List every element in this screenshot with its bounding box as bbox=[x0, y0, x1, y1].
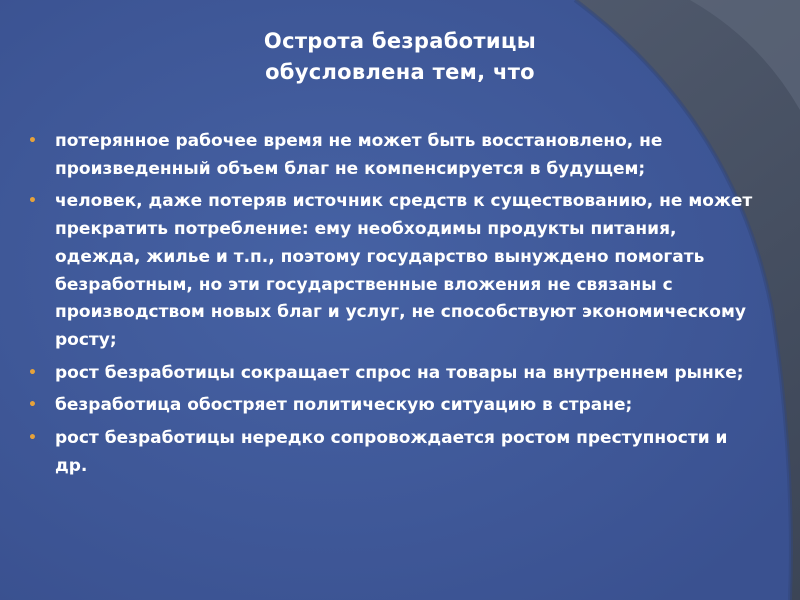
slide-title bbox=[100, 26, 700, 88]
bullet-text: безработица обостряет политическую ситуацию в стране; bbox=[55, 395, 633, 416]
bullet-item bbox=[28, 392, 758, 420]
bullet-text: потерянное рабочее время не может быть восстановлено, не произведенный объем благ не компенсируется в будущем; bbox=[55, 131, 663, 179]
bullet-item bbox=[28, 128, 758, 183]
title-line-1: Острота безработицы bbox=[263, 29, 537, 53]
bullet-item bbox=[28, 188, 758, 354]
bullet-dot-icon: • bbox=[28, 397, 37, 414]
bullet-text: человек, даже потеряв источник средств к существованию, не может прекратить потребление: ему необходимы продукты питания, одежда, жилье и т.п., поэтому государство вынуждено помогать безработным, но эти государственные вложения не связаны с производством новых благ и услуг, не способствуют экономическому росту; bbox=[55, 191, 753, 350]
title-line-2: обусловлена тем, что bbox=[265, 60, 535, 84]
bullet-dot-icon: • bbox=[28, 193, 37, 210]
bullet-text: рост безработицы сокращает спрос на товары на внутреннем рынке; bbox=[55, 362, 744, 383]
bullet-list bbox=[28, 128, 758, 485]
bullet-text: рост безработицы нередко сопровождается ростом преступности и др. bbox=[55, 428, 728, 476]
bullet-dot-icon: • bbox=[28, 364, 37, 381]
bullet-dot-icon: • bbox=[28, 133, 37, 149]
bullet-item bbox=[28, 425, 758, 480]
bullet-item bbox=[28, 360, 758, 388]
bullet-dot-icon: • bbox=[28, 430, 37, 447]
